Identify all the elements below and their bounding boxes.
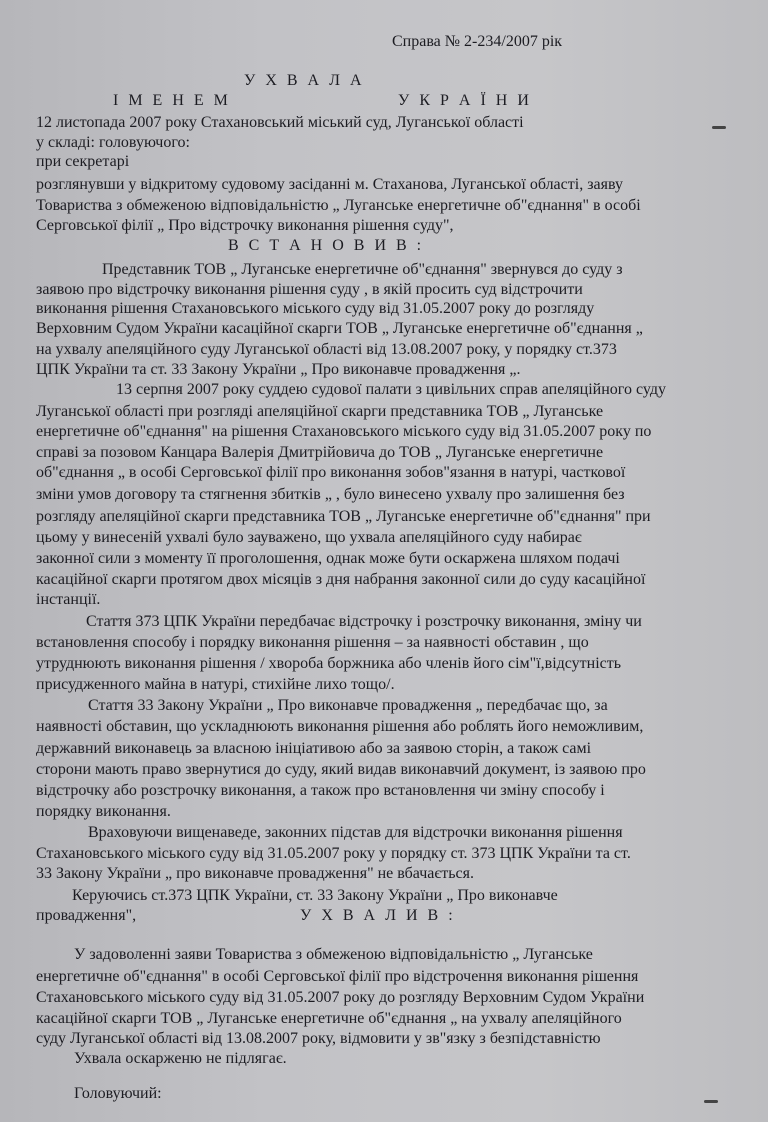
body-line: присудженного майна в натурі, стихійне лихо тощо/.	[36, 676, 395, 693]
body-line: утруднюють виконання рішення / хвороба боржника або членів його сім"ї,відсутність	[36, 655, 622, 672]
in-the-name-label: І М Е Н Е М	[113, 92, 231, 109]
body-line: Луганської області при розгляді апеляційної скарги представника ТОВ „ Луганське	[36, 403, 604, 420]
body-line: сторони мають право звернутися до суду, який видав виконавчий документ, із заявою про	[36, 761, 646, 778]
intro-line: у складі: головуючого:	[36, 134, 190, 151]
resolution-line: суду Луганської області від 13.08.2007 року, відмовити у зв"язку з безпідставністю	[36, 1030, 601, 1047]
body-line: наявності обставин, що ускладнюють виконання рішення або роблять його неможливим,	[36, 718, 644, 735]
body-line: Верховним Судом України касаційної скарги ТОВ „ Луганське енергетичне об"єднання „	[36, 320, 643, 337]
body-line: касаційної скарги протягом двох місяців з дня набрання законної сили до суду касаційної	[36, 571, 646, 588]
scan-mark	[704, 1100, 718, 1103]
body-line: розгляду апеляційної скарги представника ТОВ „ Луганське енергетичне об"єднання" при	[36, 508, 651, 525]
resolved-heading: У Х В А Л И В :	[300, 907, 456, 924]
body-line: Стаття 373 ЦПК України передбачає відстрочку і розстрочку виконання, зміну чи	[86, 613, 642, 630]
resolution-line: Стахановського міського суду від 31.05.2007 року до розгляду Верховним Судом України	[36, 989, 645, 1006]
body-line: встановлення способу і порядку виконання рішення – за наявності обставин , що	[36, 634, 589, 651]
intro-line: Серговської філії „ Про відстрочку виконання рішення суду",	[36, 217, 454, 234]
body-line: Представник ТОВ „ Луганське енергетичне об"єднання" звернувся до суду з	[102, 261, 623, 278]
body-line: 33 Закону України „ про виконавче провадження" не вбачається.	[36, 865, 474, 882]
intro-line: розглянувши у відкритому судовому засіданні м. Стаханова, Луганської області, заяву	[36, 176, 623, 193]
resolution-line: Ухвала оскарженю не підлягає.	[74, 1050, 287, 1067]
body-line: Керуючись ст.373 ЦПК України, ст. 33 Закону України „ Про виконавче	[72, 887, 558, 904]
body-line: цьому у винесеній ухвалі було зауважено, що ухвала апеляційного суду набирає	[36, 529, 582, 546]
body-line: Враховуючи вищенаведе, законних підстав для відстрочки виконання рішення	[88, 824, 623, 841]
body-line: порядку виконання.	[36, 803, 171, 820]
body-line: 13 серпня 2007 року суддею судової палати з цивільних справ апеляційного суду	[116, 381, 666, 398]
intro-line: 12 листопада 2007 року Стахановський міський суд, Луганської області	[36, 114, 524, 131]
body-line: справі за позовом Канцара Валерія Дмитрійовича до ТОВ „ Луганське енергетичне	[36, 444, 604, 461]
presiding-judge-label: Головуючий:	[74, 1085, 162, 1102]
scan-mark	[712, 126, 726, 129]
document-title: У Х В А Л А	[244, 72, 365, 89]
body-line: Стаття 33 Закону України „ Про виконавче провадження „ передбачає що, за	[88, 697, 608, 714]
body-line: відстрочку або розстрочку виконання, а також про встановлення чи зміну способу і	[36, 782, 605, 799]
body-line: зміни умов договору та стягнення збитків „ , було винесено ухвалу про залишення без	[36, 486, 625, 503]
body-line: ЦПК України та ст. 33 Закону України „ Про виконавче провадження „.	[36, 361, 521, 378]
body-line: заявою про відстрочку виконання рішення суду , в якій просить суд відстрочити	[36, 281, 583, 298]
body-line: на ухвалу апеляційного суду Луганської області від 13.08.2007 року, у порядку ст.373	[36, 341, 617, 358]
established-heading: В С Т А Н О В И В :	[228, 237, 425, 254]
body-line: Стахановського міського суду від 31.05.2007 року у порядку ст. 373 ЦПК України та ст.	[36, 845, 631, 862]
of-ukraine-label: У К Р А Ї Н И	[398, 92, 532, 109]
intro-line: Товариства з обмеженою відповідальністю „ Луганське енергетичне об"єднання" в особі	[36, 197, 641, 214]
body-line: енергетичне об"єднання" на рішення Стахановського міського суду від 31.05.2007 року по	[36, 423, 652, 440]
case-number: Справа № 2-234/2007 рік	[392, 33, 563, 50]
body-line: інстанції.	[36, 591, 101, 608]
body-line: державний виконавець за власною ініціативою або за заявою сторін, а також самі	[36, 740, 592, 757]
body-line: виконання рішення Стахановського міського суду від 31.05.2007 року до розгляду	[36, 300, 595, 317]
body-line: провадження",	[36, 907, 137, 924]
body-line: законної сили з моменту її проголошення, однак може бути оскаржена шляхом подачі	[36, 550, 620, 567]
resolution-line: касаційної скарги ТОВ „ Луганське енергетичне об"єднання „ на ухвалу апеляційного	[36, 1010, 622, 1027]
intro-line: при секретарі	[36, 153, 130, 170]
resolution-line: енергетичне об"єднання" в особі Серговської філії про відстрочення виконання рішення	[36, 968, 639, 985]
body-line: об"єднання „ в особі Серговської філії про виконання зобов"язання в натурі, часткової	[36, 464, 626, 481]
resolution-line: У задоволенні заяви Товариства з обмеженою відповідальністю „ Луганське	[74, 946, 593, 963]
